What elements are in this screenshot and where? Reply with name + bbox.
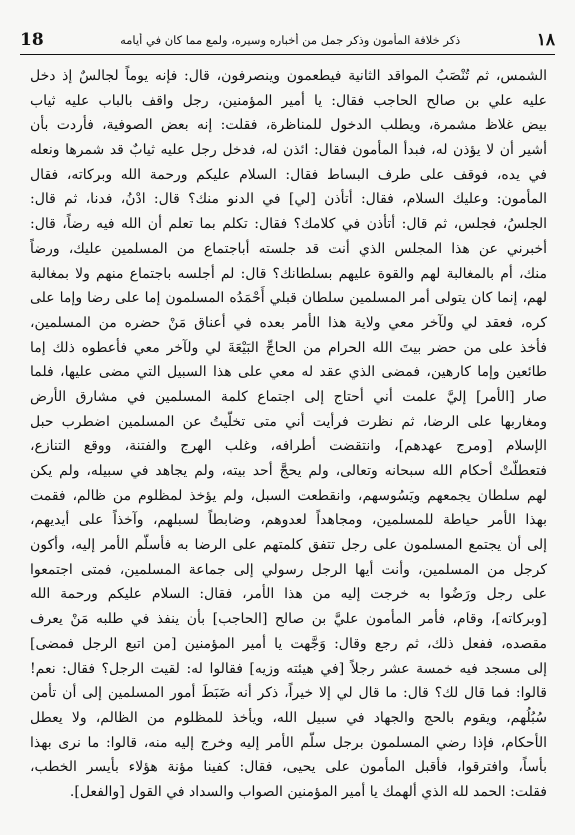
text-line: ومغاربها على الرضا، ثم نظرت فرأيت أني متى تخلّيتُ عن المسلمين اضطرب حبل	[30, 413, 547, 430]
text-line: بأساً، وافترقوا، فأقبل المأمون على يحيى، فقال: كفينا مؤنة هؤلاء بأيسر الخطب،	[30, 759, 547, 776]
text-line: منك، أم بالمغالبة لهم والقوة عليهم بسلطانك؟ قال: لم أجلسه باجتماع منهم ولا بمغالبة	[30, 265, 547, 282]
text-line: صار [الأمر] إليَّ علمت أني أحتاج إلى اجتماع كلمة المسلمين في مشارق الأرض	[30, 388, 547, 405]
text-line: أخبرني عن هذا المجلس الذي أنت قد جلسته أباجتماع من المسلمين عليك، ورضاً	[30, 240, 547, 257]
page-number-latin: 18	[20, 30, 44, 50]
header-rule	[20, 54, 555, 55]
text-line: الشمس، ثم تُنْصَبُ المواقد الثانية فيطعمون وينصرفون، قال: فإنه يوماً لجالسٌ إذ دخل	[30, 68, 547, 84]
text-line: أشير أن لا يؤذن له، فبدأ المأمون فقال: ائذن له، فدخل رجل عليه ثيابٌ قد شمرها ونعله	[30, 142, 547, 159]
text-line: مقصده، ففعل ذلك، ثم رجع وقال: وَجَّهت يا أمير المؤمنين [من اتبع الرجل فمضى]	[30, 635, 547, 652]
text-line: الجلسُ، فجلس، ثم قال: أتأذن في كلامك؟ فقال: تكلم بما تعلم أن الله فيه رضاً، قال:	[30, 216, 547, 233]
text-line: سُبُلُهم، ويقوم بالحج والجهاد في سبيل الله، ويأخذ للمظلوم من الظالم، ولا يعطل	[30, 709, 547, 726]
text-line: لهم سلطان يجمعهم ويَسُوسهم، وانقطعت السبل، ولم يؤخذ لمظلوم من ظالم، فقمت	[30, 487, 547, 504]
page-number-arabic: ١٨	[536, 30, 555, 50]
text-line: قالوا: فما قال لك؟ قال: ما قال لي إلا خيراً، ذكر أنه ضَبَطَ أمور المسلمين إلى أن تأمن	[30, 685, 547, 702]
text-line: فأخذ على من حضر بيتَ الله الحرام من الحاجِّ البَيْعَةَ لي ولآخر معي فأعطوه ذلك إما	[30, 339, 547, 356]
text-line: المأمون: وعليك السلام، فقال: أتأذن [لي] في الدنو منك؟ قال: ادْنُ، فدنا، ثم قال:	[30, 191, 547, 208]
text-line: [وبركاته]، وقام، فأمر المأمون عليَّ بن صالح [الحاجب] بأن ينفذ في طلبه مَنْ يعرف	[30, 611, 547, 628]
text-line: في يده، فوقف على طرف البساط فقال: السلام عليكم ورحمة الله وبركاته، فقال	[30, 166, 547, 183]
text-line: كرجل من المسلمين، وأنت أيها الرجل رسولي إلى جماعة المسلمين، فمتى اجتمعوا	[30, 561, 547, 578]
text-line: فقلت: الحمد لله الذي ألهمك يا أمير المؤمنين الصواب والسداد في القول [والفعل].	[69, 783, 547, 800]
text-line: الإسلام [ومرج عهدهم]، وانتقضت أطرافه، وغلب الهرج والفتنة، ووقع التنازع،	[30, 438, 547, 455]
text-line: طائعين وإما كارهين، فمضى الذي عقد له معي على هذا السبيل التي مضى عليها، فلما	[30, 364, 547, 381]
text-line: بيض غلاظ مشمرة، ويطلب الدخول للمناظرة، فقلت: إنه بعض الصوفية، فأردت بأن	[30, 117, 547, 134]
text-line: كره، فعقد لي ولآخر معي ولاية هذا الأمر بعده في أعناق مَنْ حضره من المسلمين،	[30, 314, 547, 331]
text-line: إلى مسجد فيه خمسة عشر رجلاً [في هيئته وزيه] فقالوا له: لقيت الرجل؟ فقال: نعم!	[30, 660, 547, 677]
text-line: فتعطلّتْ أحكام الله سبحانه وتعالى، ولم يحجَّ أحد بيته، ولم يجاهد في سبيله، ولم يكن	[30, 463, 547, 479]
text-line: بهذا الأمر حياطة للمسلمين، ومجاهداً لعدوهم، وضابطاً لسبلهم، وآخذاً على أيديهم،	[30, 512, 547, 529]
text-line: الأحكام، فإذا رضي المسلمون برجل سلّم الأمر إليه وخرج إليه منه، قالوا: ما نرى بهذا	[30, 734, 547, 751]
text-line: على رجل ورَضُوا به خرجت إليه من هذا الأمر، فقال: السلام عليكم ورحمة الله	[30, 586, 547, 603]
text-line: إلى أن يجتمع المسلمون على رجل تتفق كلمتهم على الرضا به فأسلّم الأمر إليه، وأكون	[30, 537, 547, 554]
running-title: ذكر خلافة المأمون وذكر جمل من أخباره وسيره، ولمع مما كان في أيامه	[120, 33, 461, 47]
text-line: عليه علي بن صالح الحاجب فقال: يا أمير المؤمنين، رجل واقف بالباب عليه ثياب	[30, 92, 547, 109]
page-header	[20, 22, 555, 50]
text-line: لهم، إنما كان يتولى أمر المسلمين سلطان قبلي أَحْمَدُه المسلمون إما على رضا وإما على	[30, 290, 547, 307]
body-text	[30, 64, 547, 821]
